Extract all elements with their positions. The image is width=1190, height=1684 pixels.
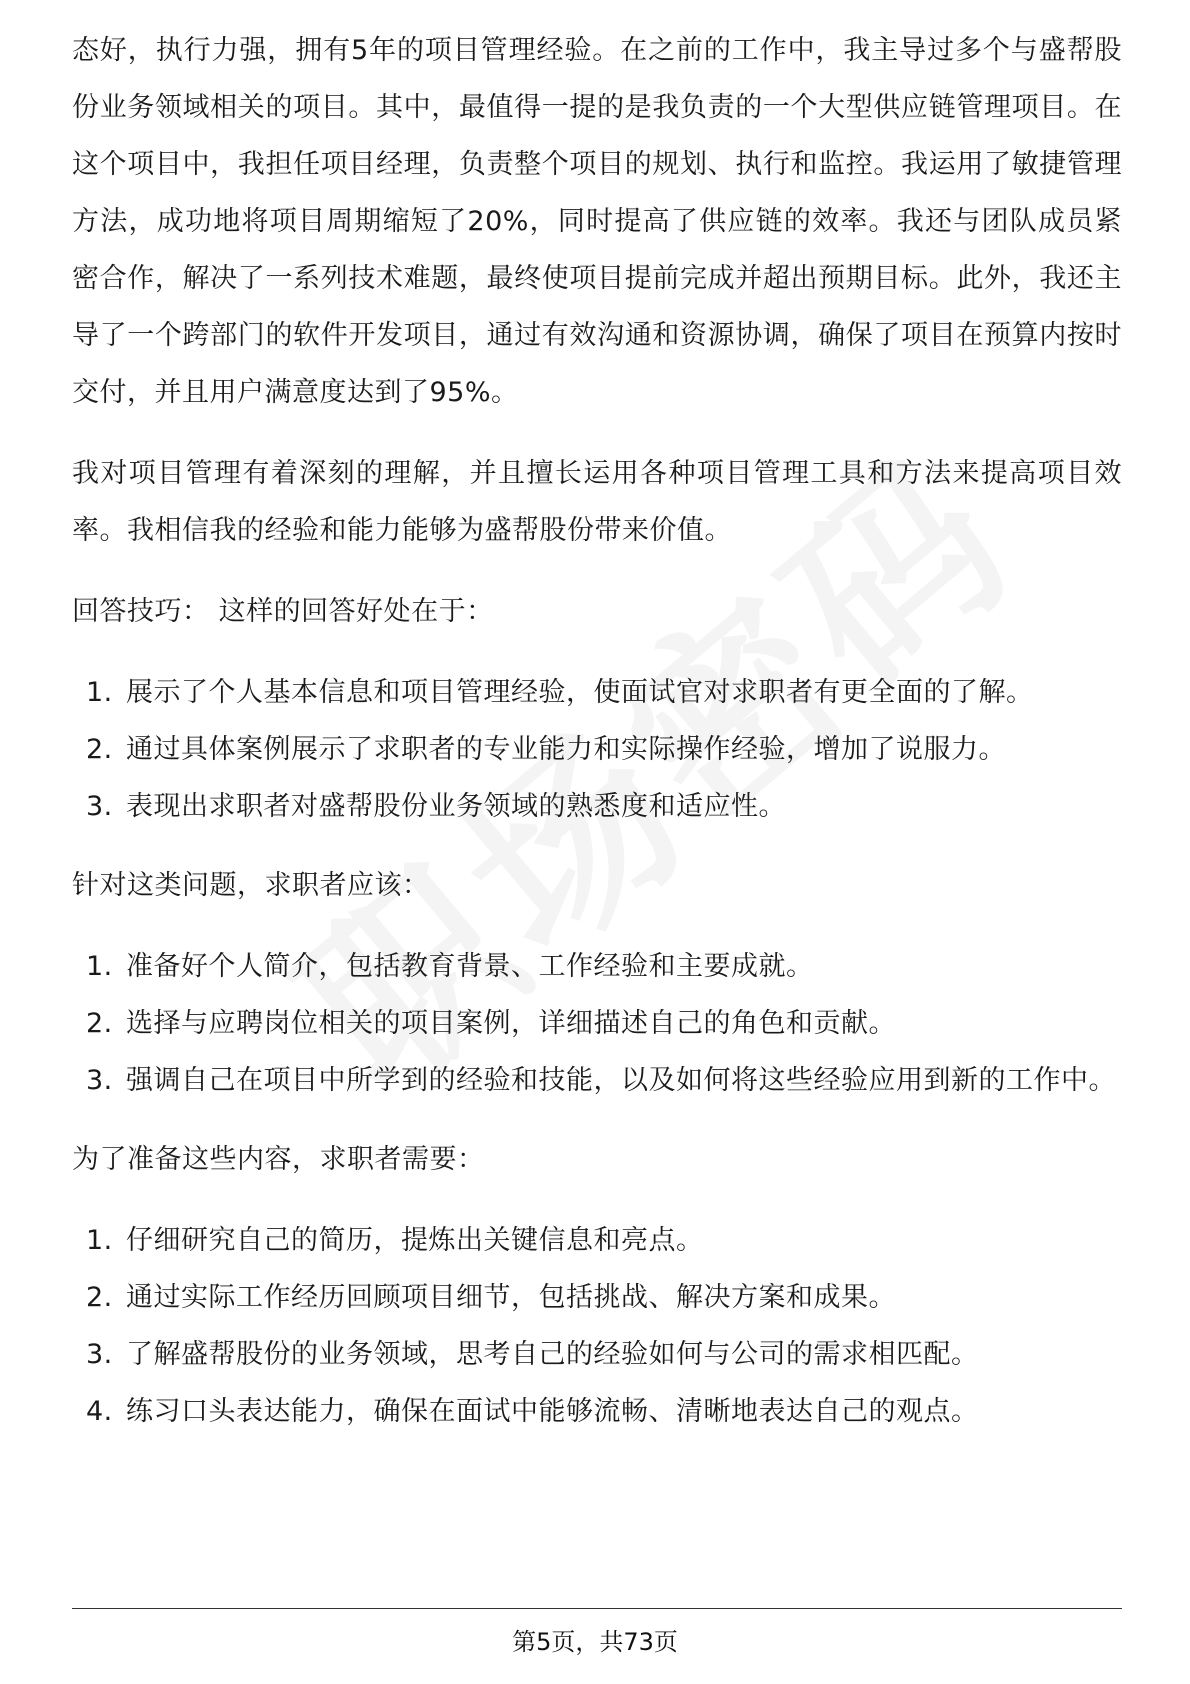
list-text: 练习口头表达能力，确保在面试中能够流畅、清晰地表达自己的观点。 bbox=[126, 1396, 979, 1427]
list-item bbox=[72, 664, 1122, 721]
list-item bbox=[72, 1269, 1122, 1326]
list-text: 了解盛帮股份的业务领域，思考自己的经验如何与公司的需求相匹配。 bbox=[126, 1339, 979, 1370]
list-text: 仔细研究自己的简历，提炼出关键信息和亮点。 bbox=[126, 1225, 704, 1256]
list-number: 1. bbox=[86, 1225, 113, 1256]
list-item bbox=[72, 1326, 1122, 1383]
list-item bbox=[72, 1212, 1122, 1269]
list-needs bbox=[72, 1212, 1122, 1440]
list-item bbox=[72, 1383, 1122, 1440]
list-text: 表现出求职者对盛帮股份业务领域的熟悉度和适应性。 bbox=[126, 791, 786, 822]
list-number: 3. bbox=[86, 791, 113, 822]
list-item bbox=[72, 995, 1122, 1052]
list-number: 2. bbox=[86, 1008, 113, 1039]
list-item bbox=[72, 938, 1122, 995]
list-number: 3. bbox=[86, 1065, 113, 1096]
page-number: 第5页，共73页 bbox=[512, 1628, 678, 1656]
list-text: 准备好个人简介，包括教育背景、工作经验和主要成就。 bbox=[126, 951, 814, 982]
paragraph-should-heading: 针对这类问题，求职者应该： bbox=[72, 870, 430, 901]
list-text: 强调自己在项目中所学到的经验和技能，以及如何将这些经验应用到新的工作中。 bbox=[126, 1065, 1116, 1096]
list-item bbox=[72, 1052, 1122, 1109]
list-number: 4. bbox=[86, 1396, 113, 1427]
list-number: 2. bbox=[86, 734, 113, 765]
page-content bbox=[72, 22, 1122, 1462]
list-text: 选择与应聘岗位相关的项目案例，详细描述自己的角色和贡献。 bbox=[126, 1008, 896, 1039]
list-text: 展示了个人基本信息和项目管理经验，使面试官对求职者有更全面的了解。 bbox=[126, 677, 1034, 708]
paragraph-understanding: 我对项目管理有着深刻的理解，并且擅长运用各种项目管理工具和方法来提高项目效率。我相信我的经验和能力能够为盛帮股份带来价值。 bbox=[72, 458, 1122, 546]
paragraph-answer-tips: 回答技巧： 这样的回答好处在于： bbox=[72, 596, 494, 627]
list-should bbox=[72, 938, 1122, 1109]
list-number: 1. bbox=[86, 951, 113, 982]
list-text: 通过实际工作经历回顾项目细节，包括挑战、解决方案和成果。 bbox=[126, 1282, 896, 1313]
paragraph-needs-heading: 为了准备这些内容，求职者需要： bbox=[72, 1144, 485, 1175]
list-number: 3. bbox=[86, 1339, 113, 1370]
list-advantages bbox=[72, 664, 1122, 835]
list-text: 通过具体案例展示了求职者的专业能力和实际操作经验，增加了说服力。 bbox=[126, 734, 1006, 765]
footer-divider bbox=[72, 1608, 1122, 1609]
list-item bbox=[72, 721, 1122, 778]
list-number: 1. bbox=[86, 677, 113, 708]
paragraph-experience: 态好，执行力强，拥有5年的项目管理经验。在之前的工作中，我主导过多个与盛帮股份业务领域相关的项目。其中，最值得一提的是我负责的一个大型供应链管理项目。在这个项目中，我担任项目经理，负责整个项目的规划、执行和监控。我运用了敏捷管理方法，成功地将项目周期缩短了20%，同时提高了供应链的效率。我还与团队成员紧密合作，解决了一系列技术难题，最终使项目提前完成并超出预期目标。此外，我还主导了一个跨部门的软件开发项目，通过有效沟通和资源协调，确保了项目在预算内按时交付，并且用户满意度达到了95%。 bbox=[72, 35, 1122, 408]
list-number: 2. bbox=[86, 1282, 113, 1313]
list-item bbox=[72, 778, 1122, 835]
